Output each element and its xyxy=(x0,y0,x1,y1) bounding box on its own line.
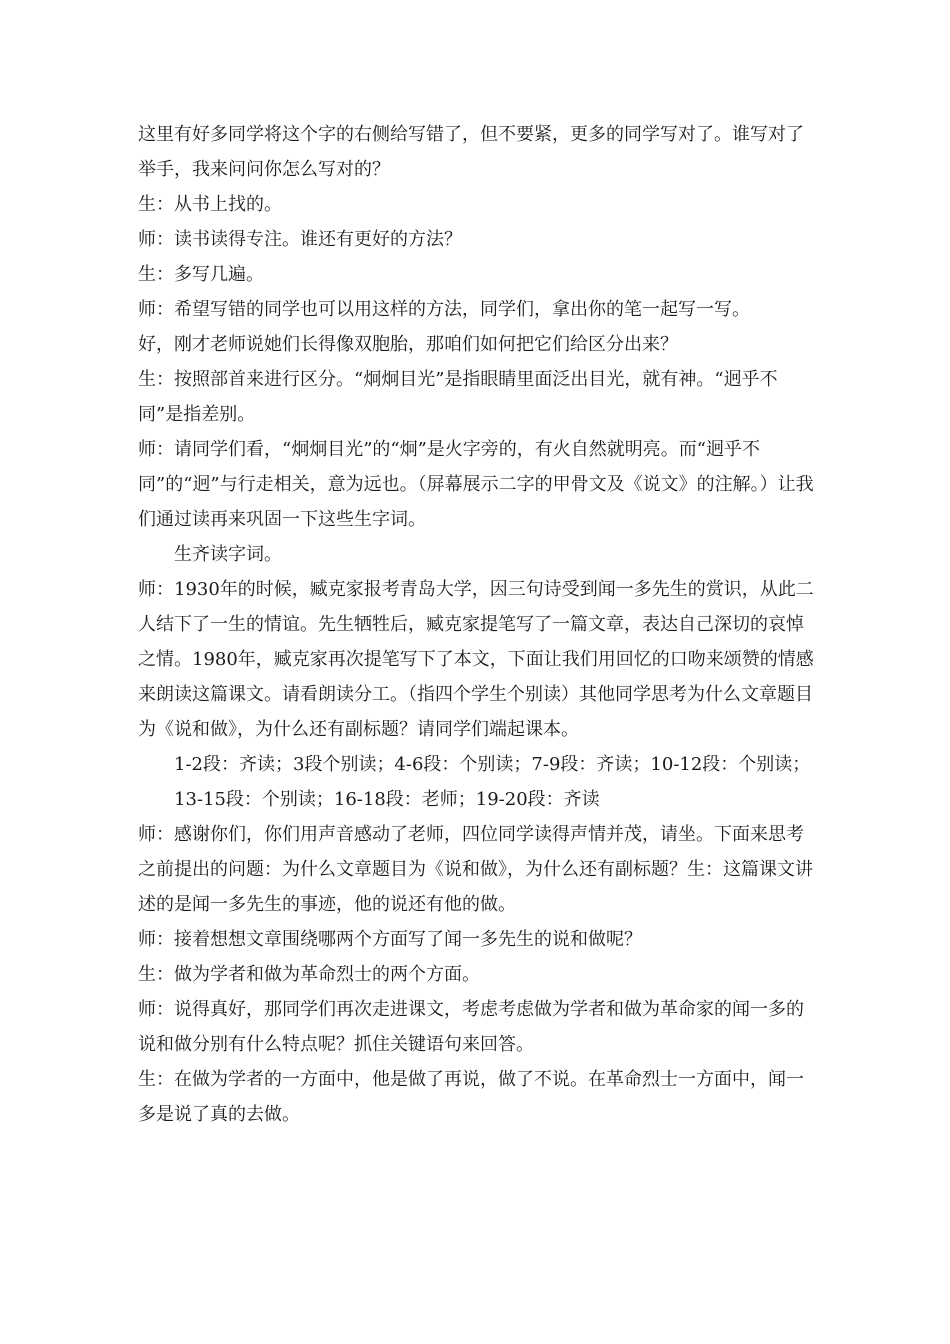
paragraph-teacher-question: 师：接着想想文章围绕哪两个方面写了闻一多先生的说和做呢？ xyxy=(138,929,642,950)
paragraph-student-answer: 生：多写几遍。 xyxy=(138,264,264,285)
paragraph-teacher-intro: 这里有好多同学将这个字的右侧给写错了，但不要紧，更多的同学写对了。谁写对了举手，我来问问你怎么写对的？ xyxy=(138,124,804,180)
paragraph-student-answer: 生：在做为学者的一方面中，他是做了再说，做了不说。在革命烈士一方面中，闻一多是说了真的去做。 xyxy=(138,1069,804,1125)
paragraph-student-answer: 生：做为学者和做为革命烈士的两个方面。 xyxy=(138,964,480,985)
paragraph-teacher-question: 师：说得真好，那同学们再次走进课文，考虑考虑做为学者和做为革命家的闻一多的说和做分别有什么特点呢？抓住关键语句来回答。 xyxy=(138,999,804,1055)
paragraph-teacher-explanation: 师：请同学们看，“炯炯目光”的“炯”是火字旁的，有火自然就明亮。而“迥乎不同”的“迥”与行走相关，意为远也。（屏幕展示二字的甲骨文及《说文》的注解。）让我们通过读再来巩固一下这些生字词。 xyxy=(138,439,814,530)
paragraph-student-answer: 生：从书上找的。 xyxy=(138,194,282,215)
paragraph-teacher-remark: 师：读书读得专注。谁还有更好的方法？ xyxy=(138,229,462,250)
paragraph-reading-assignment: 1-2段：齐读；3段个别读；4-6段：个别读；7-9段：齐读；10-12段：个别读；13-15段：个别读；16-18段：老师；19-20段：齐读 xyxy=(174,754,811,810)
document-body xyxy=(138,117,820,1132)
paragraph-teacher-remark: 师：希望写错的同学也可以用这样的方法，同学们，拿出你的笔一起写一写。 xyxy=(138,299,750,320)
paragraph-teacher-question: 好，刚才老师说她们长得像双胞胎，那咱们如何把它们给区分出来？ xyxy=(138,334,678,355)
paragraph-class-activity: 生齐读字词。 xyxy=(174,544,282,565)
paragraph-teacher-background: 师：1930年的时候，臧克家报考青岛大学，因三句诗受到闻一多先生的赏识，从此二人结下了一生的情谊。先生牺牲后，臧克家提笔写了一篇文章，表达自己深切的哀悼之情。1980年，臧克家再次提笔写下了本文，下面让我们用回忆的口吻来颂赞的情感来朗读这篇课文。请看朗读分工。（指四个学生个别读）其他同学思考为什么文章题目为《说和做》，为什么还有副标题？请同学们端起课本。 xyxy=(138,579,814,740)
paragraph-teacher-discussion: 师：感谢你们，你们用声音感动了老师，四位同学读得声情并茂，请坐。下面来思考之前提出的问题：为什么文章题目为《说和做》，为什么还有副标题？生：这篇课文讲述的是闻一多先生的事迹，他的说还有他的做。 xyxy=(138,824,813,915)
paragraph-student-answer: 生：按照部首来进行区分。“炯炯目光”是指眼睛里面泛出目光，就有神。“迥乎不同”是指差别。 xyxy=(138,369,778,425)
